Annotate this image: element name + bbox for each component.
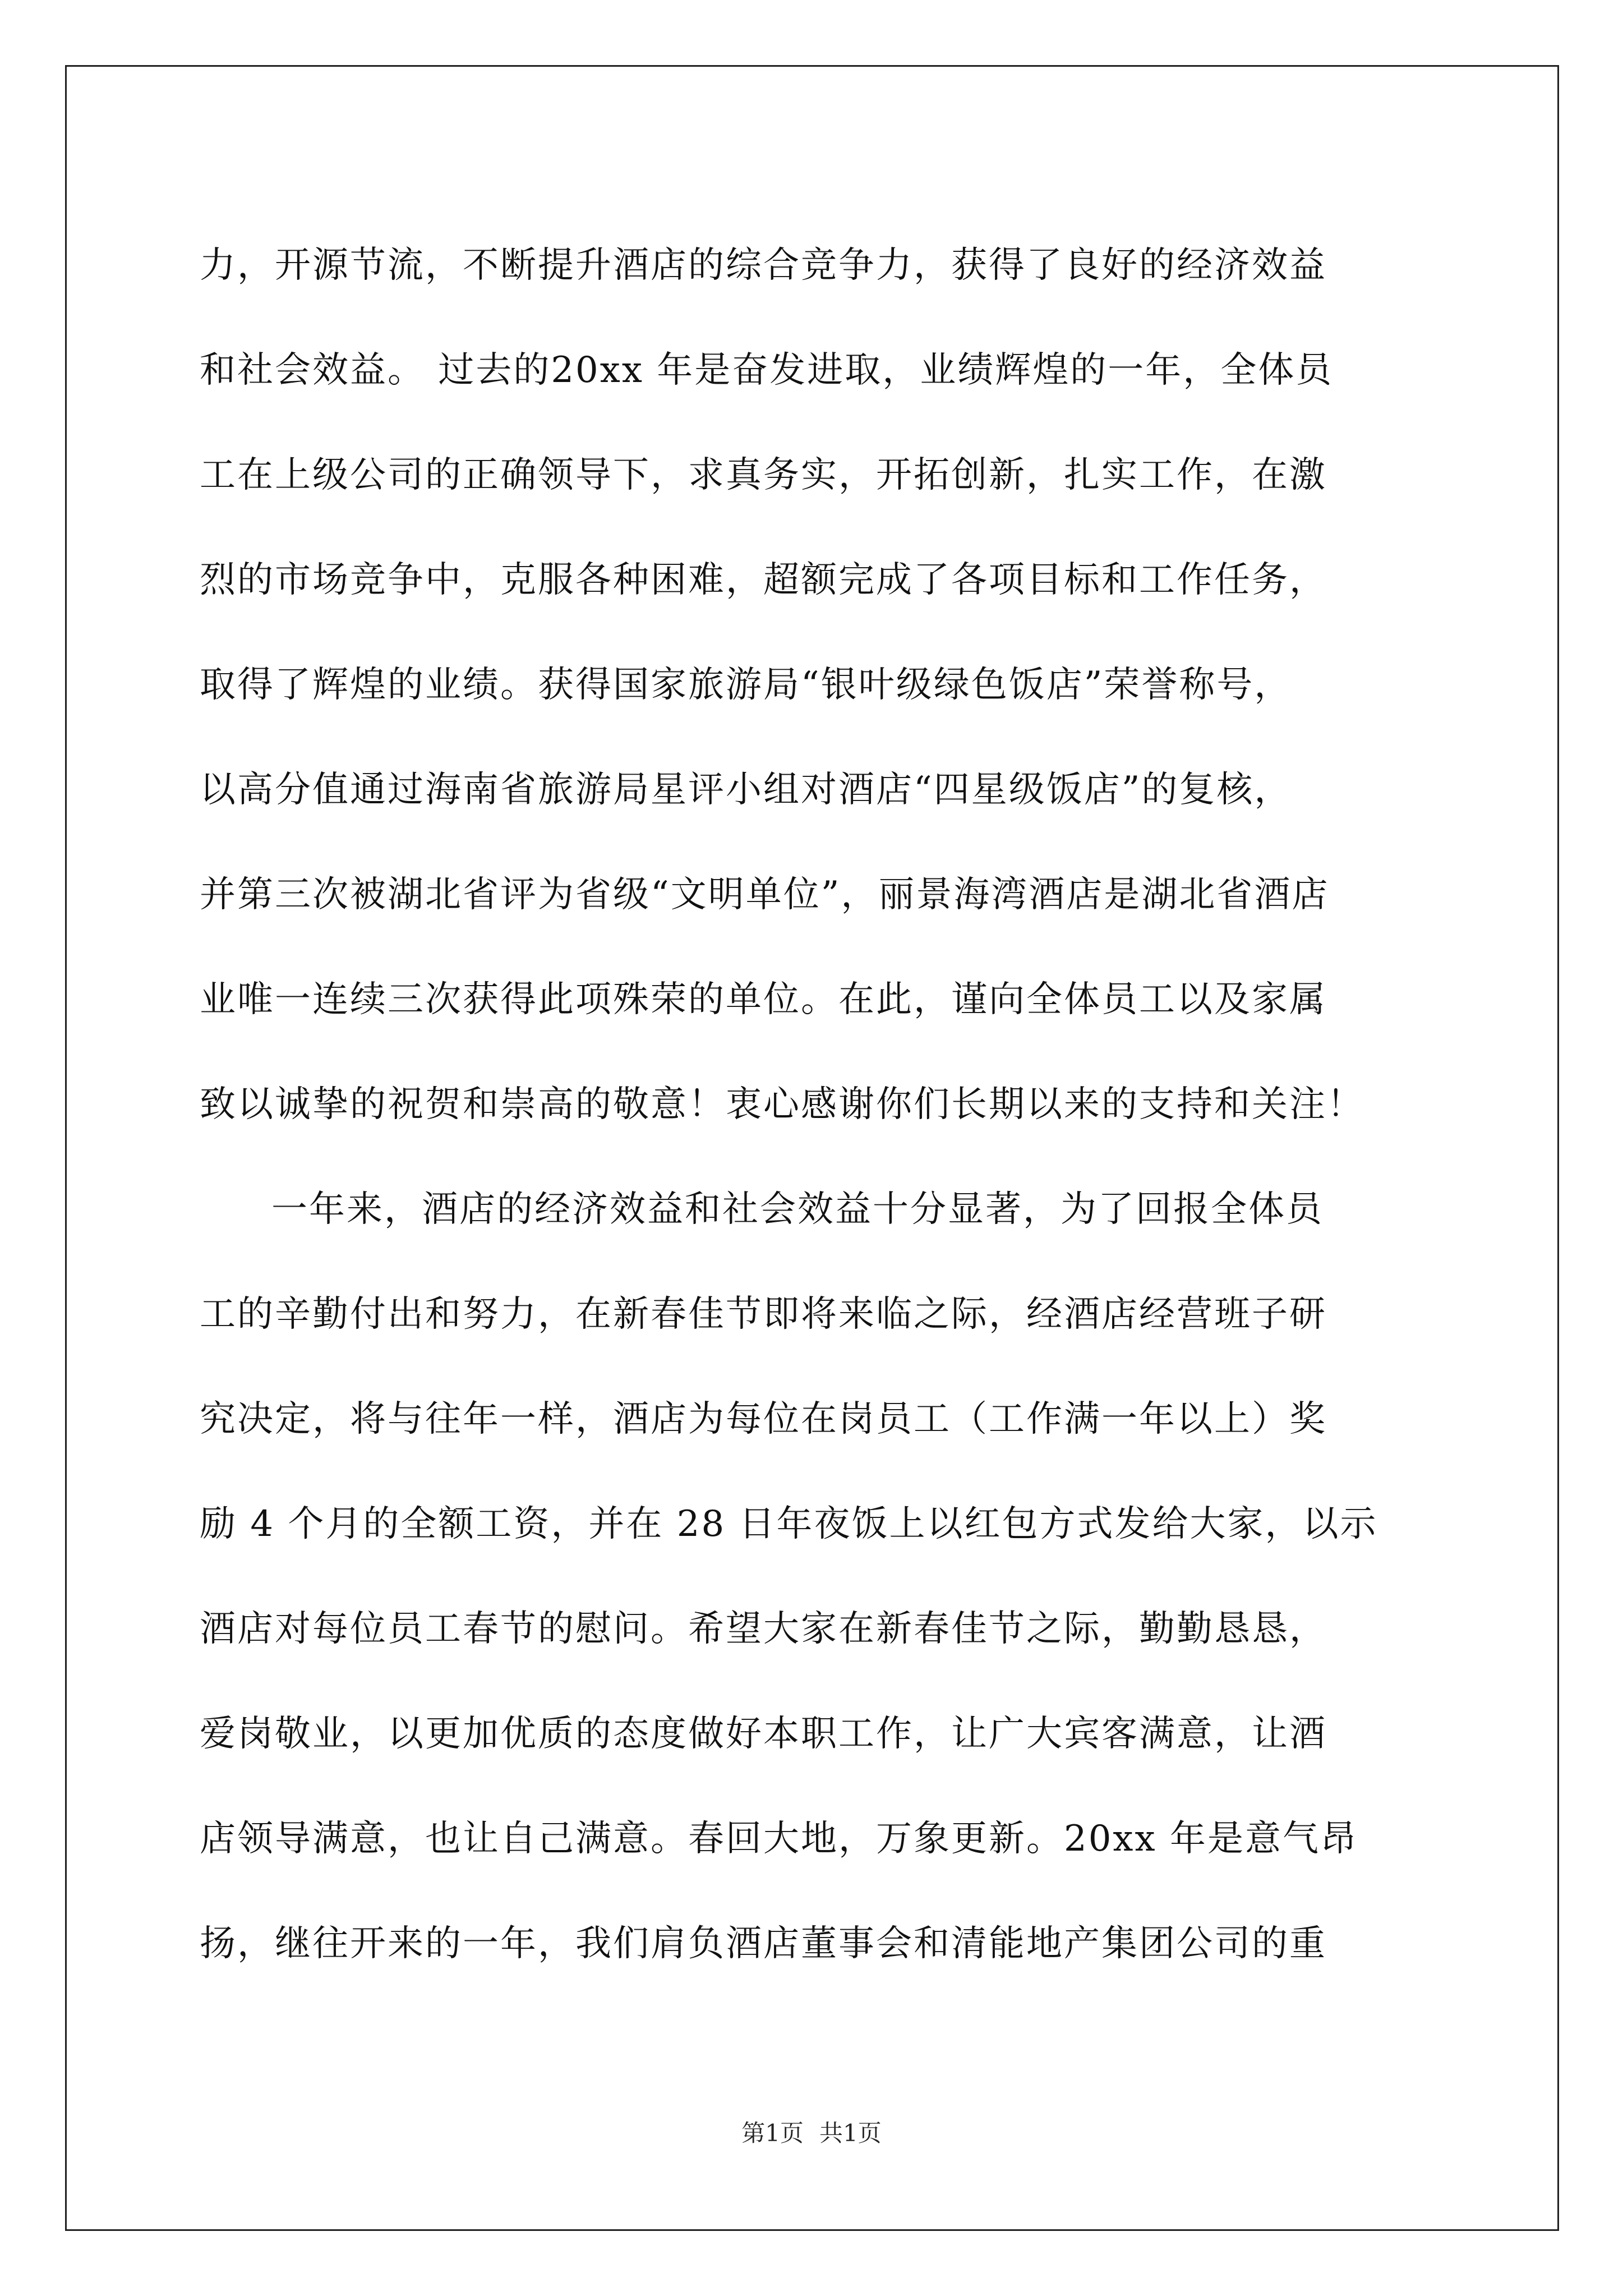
text-line: 致以诚挚的祝贺和崇高的敬意！衷心感谢你们长期以来的支持和关注！ xyxy=(200,1084,1364,1125)
text-line: 以高分值通过海南省旅游局星评小组对酒店“四星级饭店”的复核， xyxy=(200,769,1292,811)
text-line: 业唯一连续三次获得此项殊荣的单位。在此，谨向全体员工以及家属 xyxy=(200,979,1327,1020)
text-line: 和社会效益。 过去的20xx 年是奋发进取，业绩辉煌的一年，全体员 xyxy=(200,349,1334,391)
text-line: 店领导满意，也让自己满意。春回大地，万象更新。20xx 年是意气昂 xyxy=(200,1818,1358,1860)
text-line: 励 4 个月的全额工资，并在 28 日年夜饭上以红包方式发给大家，以示 xyxy=(200,1503,1378,1545)
text-line: 爱岗敬业，以更加优质的态度做好本职工作，让广大宾客满意，让酒 xyxy=(200,1713,1327,1755)
text-line: 烈的市场竞争中，克服各种困难，超额完成了各项目标和工作任务， xyxy=(200,559,1327,601)
text-line: 扬，继往开来的一年，我们肩负酒店董事会和清能地产集团公司的重 xyxy=(200,1923,1327,1964)
page-number-current: 第1页 xyxy=(741,2119,804,2147)
text-line: 一年来，酒店的经济效益和社会效益十分显著，为了回报全体员 xyxy=(271,1189,1324,1230)
text-line: 酒店对每位员工春节的慰问。希望大家在新春佳节之际，勤勤恳恳， xyxy=(200,1608,1327,1650)
text-line: 取得了辉煌的业绩。获得国家旅游局“银叶级绿色饭店”荣誉称号， xyxy=(200,664,1292,706)
text-line: 工在上级公司的正确领导下，求真务实，开拓创新，扎实工作，在激 xyxy=(200,454,1327,496)
document-body xyxy=(200,213,1433,1996)
text-line: 究决定，将与往年一样，酒店为每位在岗员工（工作满一年以上）奖 xyxy=(200,1398,1327,1440)
page-footer xyxy=(0,2115,1623,2148)
text-line: 并第三次被湖北省评为省级“文明单位”，丽景海湾酒店是湖北省酒店 xyxy=(200,874,1330,915)
page-number-total: 共1页 xyxy=(819,2119,882,2147)
text-line: 力，开源节流，不断提升酒店的综合竞争力，获得了良好的经济效益 xyxy=(200,245,1327,286)
text-line: 工的辛勤付出和努力，在新春佳节即将来临之际，经酒店经营班子研 xyxy=(200,1294,1327,1335)
